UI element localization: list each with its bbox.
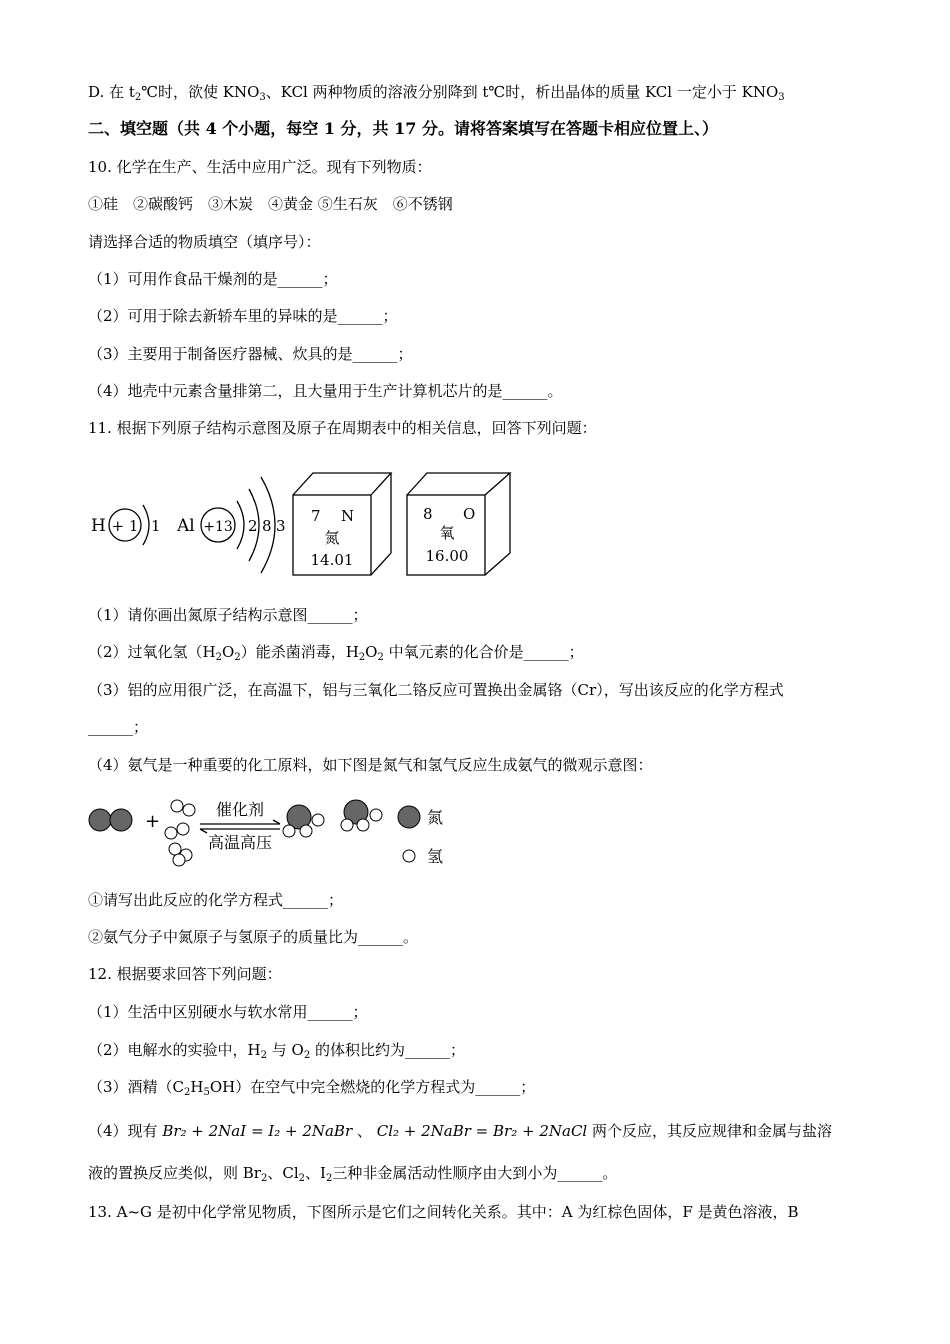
oxygen-periodic-cell bbox=[407, 473, 510, 575]
h-nucleus-charge: + 1 bbox=[111, 517, 139, 535]
q10-part-3: （3）主要用于制备医疗器械、炊具的是______； bbox=[88, 345, 413, 363]
al-nucleus-charge: +13 bbox=[203, 519, 233, 535]
ammonia-reaction-figure bbox=[85, 793, 455, 873]
legend-hydrogen-icon bbox=[403, 850, 415, 862]
h-shell-arc bbox=[143, 505, 149, 545]
al-shell-2-count: 8 bbox=[262, 517, 272, 535]
q13-stem: 13. A~G 是初中化学常见物质，下图所示是它们之间转化关系。其中：A 为红棕色固体，F 是黄色溶液，B bbox=[88, 1203, 799, 1221]
h-shell-1-count: 1 bbox=[151, 517, 161, 535]
n-atomic-number: 7 bbox=[311, 507, 321, 525]
legend-nitrogen-icon bbox=[398, 806, 420, 828]
q12-part-4-cont: 液的置换反应类似，则 $Br_2$、$Cl_2$、$I_2$三种非金属活动性顺序由大到小为______。 bbox=[88, 1164, 618, 1184]
q11-sub-1: ①请写出此反应的化学方程式______； bbox=[88, 891, 344, 909]
q10-part-2: （2）可用于除去新轿车里的异味的是______； bbox=[88, 307, 398, 325]
catalyst-label: 催化剂 bbox=[215, 800, 265, 819]
q10-instruction: 请选择合适的物质填空（填序号）： bbox=[88, 233, 321, 251]
q12-part-2: （2）电解水的实验中，$H_2$ 与 $O_2$ 的体积比约为______； bbox=[88, 1041, 466, 1061]
nitrogen-molecule bbox=[89, 809, 132, 831]
o-element-symbol: O bbox=[463, 505, 476, 523]
q12-part-1: （1）生活中区别硬水与软水常用______； bbox=[88, 1003, 368, 1021]
q10-part-4: （4）地壳中元素含量排第二，且大量用于生产计算机芯片的是______。 bbox=[88, 382, 563, 400]
plus-sign: + bbox=[145, 811, 161, 832]
h-symbol: H bbox=[91, 516, 106, 536]
section-2-heading: 二、填空题（共 4 个小题，每空 1 分，共 17 分。请将答案填写在答题卡相应位置上、） bbox=[88, 119, 718, 138]
n-element-name: 氮 bbox=[324, 529, 340, 547]
q9-option-d: D. 在 $t_2℃$时，欲使 $KNO_3$、KCl 两种物质的溶液分别降到 t℃时，析出晶体的质量 KCl 一定小于 $KNO_3$ bbox=[88, 83, 785, 103]
o-atomic-number: 8 bbox=[423, 505, 433, 523]
ammonia-molecule-1 bbox=[283, 805, 324, 837]
n-element-symbol: N bbox=[341, 507, 355, 525]
q11-part-2: （2）过氧化氢$(H_2O_2)$能杀菌消毒，$H_2O_2$ 中氧元素的化合价是______； bbox=[88, 643, 584, 663]
al-shell-3-count: 3 bbox=[276, 517, 286, 535]
q11-sub-2: ②氨气分子中氮原子与氢原子的质量比为______。 bbox=[88, 928, 419, 946]
ammonia-molecule-2 bbox=[341, 800, 382, 831]
hydrogen-molecules bbox=[165, 800, 195, 866]
q12-part-4: （4）现有 Br₂ + 2NaI = I₂ + 2NaBr 、 Cl₂ + 2NaBr = Br₂ + 2NaCl 两个反应，其反应规律和金属与盐溶 bbox=[88, 1122, 833, 1140]
q11-part-3-blank: ______； bbox=[88, 718, 149, 736]
q11-stem: 11. 根据下列原子结构示意图及原子在周期表中的相关信息，回答下列问题： bbox=[88, 419, 597, 437]
o-atomic-mass: 16.00 bbox=[425, 547, 469, 565]
equation-2: Cl₂ + 2NaBr = Br₂ + 2NaCl bbox=[376, 1122, 588, 1140]
q10-part-1: （1）可用作食品干燥剂的是______； bbox=[88, 270, 338, 288]
equation-1: Br₂ + 2NaI = I₂ + 2NaBr bbox=[162, 1122, 353, 1140]
al-shell-arc-1 bbox=[237, 501, 244, 549]
al-symbol: Al bbox=[177, 516, 195, 536]
legend-nitrogen-label: 氮 bbox=[427, 808, 444, 827]
q11-part-1: （1）请你画出氮原子结构示意图______； bbox=[88, 606, 368, 624]
atomic-structure-figure bbox=[85, 465, 525, 585]
q10-stem: 10. 化学在生产、生活中应用广泛。现有下列物质： bbox=[88, 158, 432, 176]
q11-part-4: （4）氨气是一种重要的化工原料，如下图是氮气和氢气反应生成氨气的微观示意图： bbox=[88, 756, 653, 774]
nitrogen-periodic-cell bbox=[293, 473, 391, 575]
o-element-name: 氧 bbox=[439, 524, 455, 542]
q11-part-3: （3）铝的应用很广泛，在高温下，铝与三氧化二铬反应可置换出金属铬（Cr），写出该反应的化学方程式 bbox=[88, 681, 784, 699]
condition-label: 高温高压 bbox=[207, 833, 273, 852]
al-shell-1-count: 2 bbox=[248, 517, 258, 535]
n-atomic-mass: 14.01 bbox=[310, 551, 354, 569]
q10-options: ①硅 ②碳酸钙 ③木炭 ④黄金 ⑤生石灰 ⑥不锈钢 bbox=[88, 195, 453, 213]
q12-stem: 12. 根据要求回答下列问题： bbox=[88, 965, 282, 983]
q12-part-3: （3）酒精$(C_2H_5OH)$在空气中完全燃烧的化学方程式为______； bbox=[88, 1078, 536, 1098]
legend-hydrogen-label: 氢 bbox=[427, 847, 444, 866]
